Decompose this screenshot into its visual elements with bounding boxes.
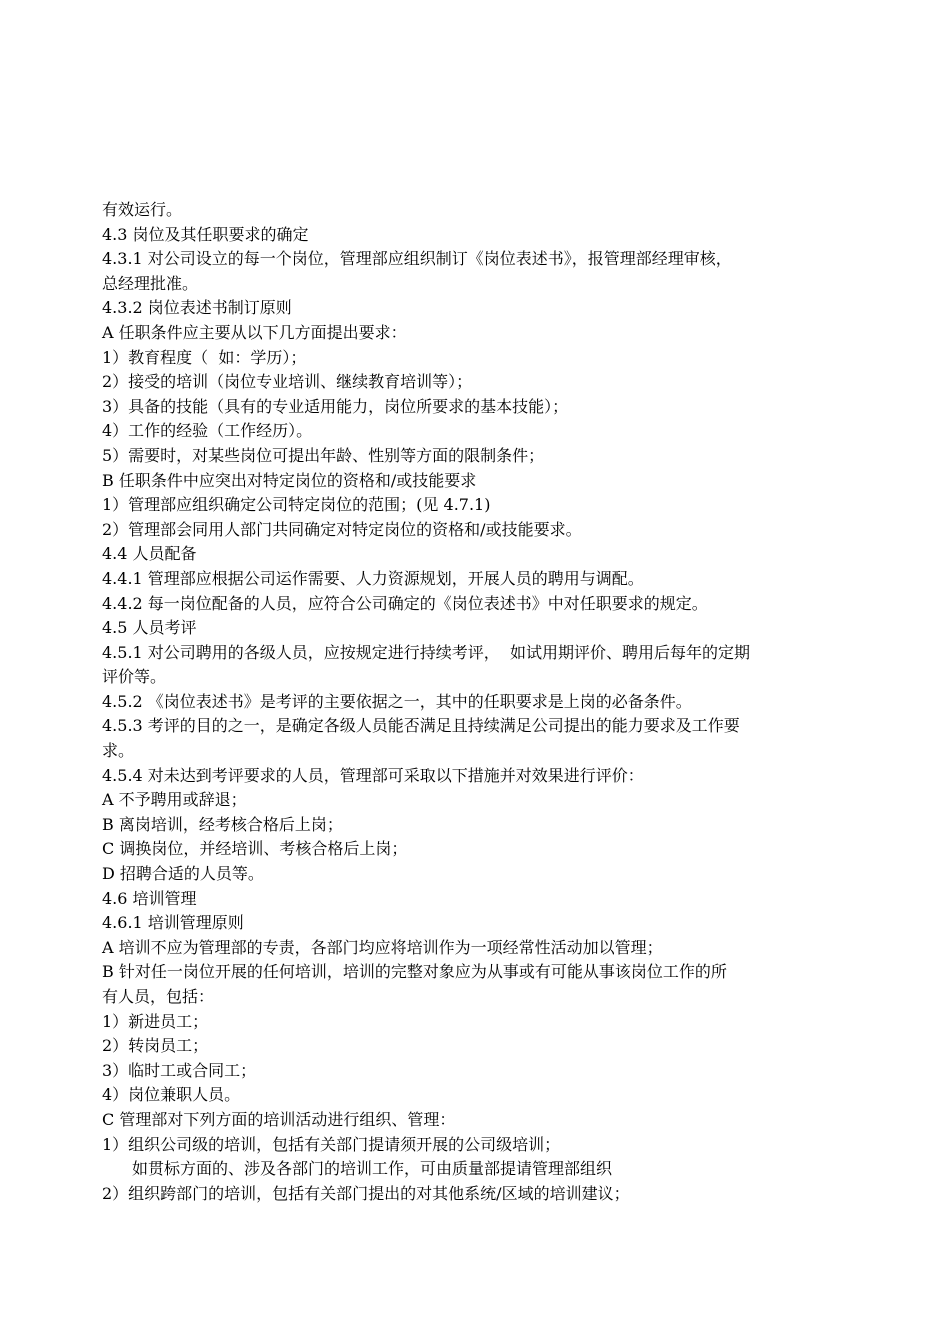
text-line: 4.5.4 对未达到考评要求的人员，管理部可采取以下措施并对效果进行评价： [102, 765, 644, 785]
subsection-heading: 4.3.2 岗位表述书制订原则 [102, 298, 292, 318]
list-item: 2）转岗员工； [102, 1036, 209, 1056]
section-heading: 4.5 人员考评 [102, 618, 197, 638]
text-line: 4.3.1 对公司设立的每一个岗位，管理部应组织制订《岗位表述书》，报管理部经理审核， [102, 249, 732, 269]
list-item: 1）组织公司级的培训，包括有关部门提请须开展的公司级培训； [102, 1134, 561, 1154]
text-line: 评价等。 [102, 667, 167, 687]
section-heading: 4.3 岗位及其任职要求的确定 [102, 224, 309, 244]
list-item: 3）临时工或合同工； [102, 1060, 257, 1080]
list-item: C 调换岗位，并经培训、考核合格后上岗； [102, 839, 408, 859]
list-item: 2）管理部会同用人部门共同确定对特定岗位的资格和/或技能要求。 [102, 519, 582, 539]
list-item: A 不予聘用或辞退； [102, 790, 247, 810]
list-item: 2）组织跨部门的培训，包括有关部门提出的对其他系统/区域的培训建议； [102, 1183, 630, 1203]
section-heading: 4.6 培训管理 [102, 888, 197, 908]
indented-note: 如贯标方面的、涉及各部门的培训工作，可由质量部提请管理部组织 [132, 1159, 613, 1179]
list-item: 1）新进员工； [102, 1011, 209, 1031]
section-heading: 4.4 人员配备 [102, 544, 197, 564]
text-line: 4.5.1 对公司聘用的各级人员，应按规定进行持续考评， 如试用期评价、聘用后每年的定期 [102, 642, 750, 662]
text-line: 4.4.1 管理部应根据公司运作需要、人力资源规划，开展人员的聘用与调配。 [102, 568, 644, 588]
list-item: 1）教育程度（ 如：学历）； [102, 347, 307, 367]
text-line: 总经理批准。 [102, 273, 199, 293]
text-line: 有人员，包括： [102, 987, 215, 1006]
list-item: 5）需要时，对某些岗位可提出年龄、性别等方面的限制条件； [102, 445, 545, 465]
subsection-heading: 4.6.1 培训管理原则 [102, 913, 244, 933]
list-item: D 招聘合适的人员等。 [102, 864, 264, 884]
list-item: 4）岗位兼职人员。 [102, 1085, 241, 1105]
text-line: B 任职条件中应突出对特定岗位的资格和/或技能要求 [102, 470, 477, 490]
list-item: 2）接受的培训（岗位专业培训、继续教育培训等）； [102, 372, 473, 392]
text-line: 4.5.3 考评的目的之一，是确定各级人员能否满足且持续满足公司提出的能力要求及工作要 [102, 716, 740, 736]
list-item: 3）具备的技能（具有的专业适用能力，岗位所要求的基本技能）； [102, 396, 569, 416]
text-line: 4.4.2 每一岗位配备的人员，应符合公司确定的《岗位表述书》中对任职要求的规定。 [102, 593, 708, 613]
document-body [102, 198, 862, 1206]
list-item: B 离岗培训，经考核合格后上岗； [102, 814, 343, 834]
text-line: B 针对任一岗位开展的任何培训，培训的完整对象应为从事或有可能从事该岗位工作的所 [102, 962, 727, 982]
text-line: 有效运行。 [102, 200, 183, 219]
text-line: 求。 [102, 741, 135, 761]
list-item: 4）工作的经验（工作经历）。 [102, 421, 313, 441]
text-line: A 任职条件应主要从以下几方面提出要求： [102, 322, 407, 342]
text-line: C 管理部对下列方面的培训活动进行组织、管理： [102, 1109, 456, 1129]
text-line: A 培训不应为管理部的专责，各部门均应将培训作为一项经常性活动加以管理； [102, 937, 663, 957]
text-line: 4.5.2 《岗位表述书》是考评的主要依据之一，其中的任职要求是上岗的必备条件。 [102, 691, 692, 711]
list-item: 1）管理部应组织确定公司特定岗位的范围；(见 4.7.1) [102, 495, 491, 515]
